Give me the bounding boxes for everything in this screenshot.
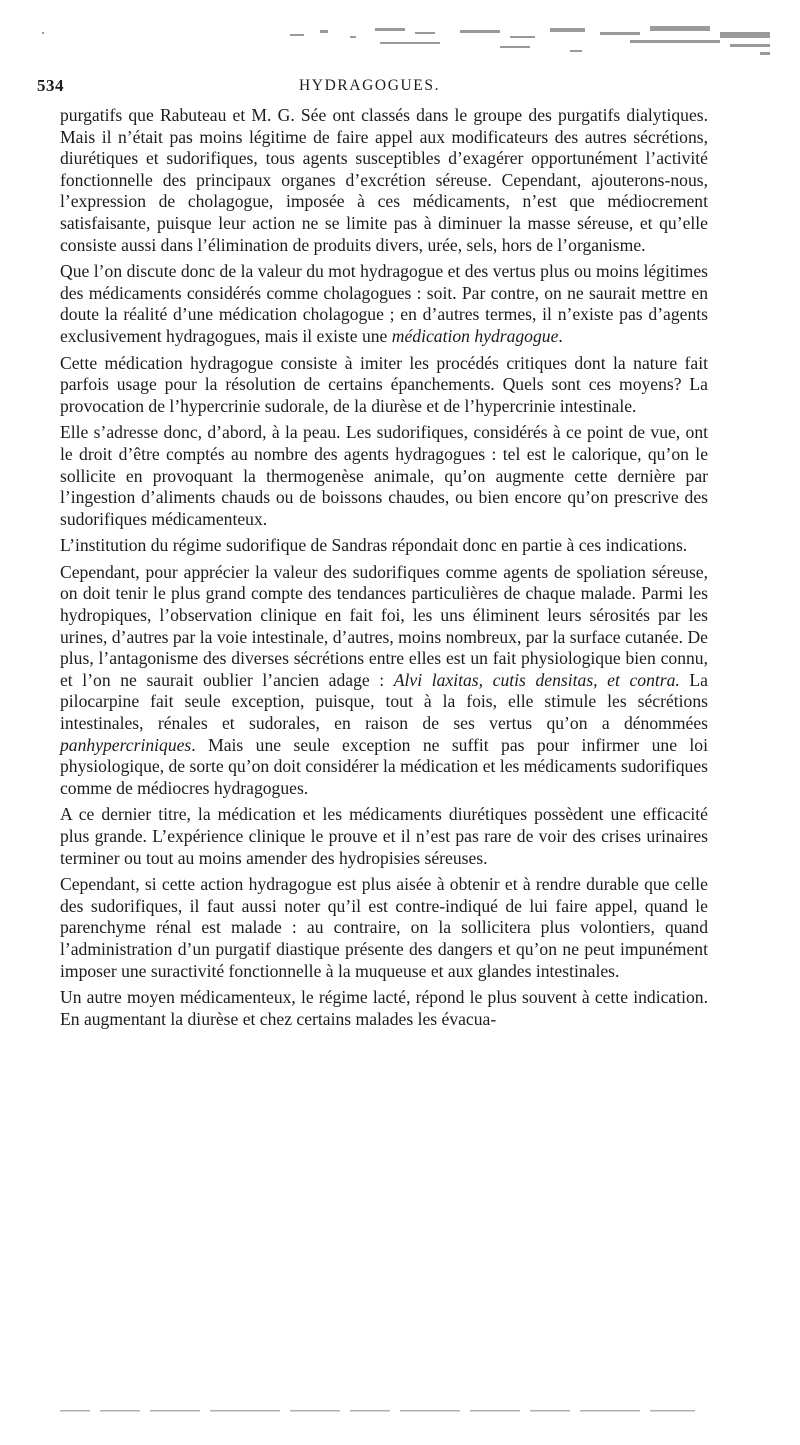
italic-phrase: médication hydragogue bbox=[391, 325, 559, 346]
text-run: A ce dernier titre, la médication et les médicaments diurétiques possèdent une efficacité plus grande. L’expérience clinique le prouve et il n’est pas rare de voir des crises urinaires terminer ou tout au moins amender des hydropisies séreuses. bbox=[60, 804, 708, 868]
text-run: Cependant, pour apprécier la valeur des sudorifiques comme agents de spoliation séreuse, on doit tenir le plus grand compte des tendances particulières de chaque malade. Parmi les hydropiques, l’observation clinique en fait foi, les uns éliminent leurs sérosités par les urines, d’autres par la voie intestinale, d’autres, moins nombreux, par la surface cutanée. De plus, l’antagonisme des diverses sécrétions entre elles est un fait physiologique bien connu, et l’on ne saurait oublier l’ancien adage : bbox=[60, 561, 708, 690]
italic-phrase: panhypercriniques bbox=[60, 734, 192, 755]
text-run: L’institution du régime sudorifique de Sandras répondait donc en partie à ces indications. bbox=[60, 535, 688, 556]
text-run: . bbox=[558, 325, 563, 346]
paragraph bbox=[60, 105, 708, 256]
running-header bbox=[37, 76, 717, 102]
text-run: Cette médication hydragogue consiste à imiter les procédés critiques dont la nature fait parfois usage pour la résolution de certains épanchements. Quels sont ces moyens? La provocation de l’hypercrinie sudorale, de la diurèse et de l’hypercrinie intestinale. bbox=[60, 352, 708, 416]
paragraph bbox=[60, 535, 708, 557]
italic-phrase: Alvi laxitas, cutis densitas, et contra. bbox=[393, 669, 680, 690]
text-run: Elle s’adresse donc, d’abord, à la peau. Les sudorifiques, considérés à ce point de vue, ont le droit d’être comptés au nombre des agents hydragogues : tel est le calorique, qu’on le sollicite en provoquant la thermogenèse animale, qu’on augmente cette dernière par l’ingestion d’aliments chauds ou de boissons chaudes, ou bien encore qu’on prescrive des sudorifiques médicamenteux. bbox=[60, 422, 708, 529]
paragraph bbox=[60, 874, 708, 982]
body-text bbox=[60, 105, 708, 1030]
text-run: . Mais une seule exception ne suffit pas pour infirmer une loi physiologique, de sorte qu’on doit considérer la médication et les médicaments sudorifiques comme de médiocres hydragogues. bbox=[60, 734, 708, 798]
paragraph bbox=[60, 353, 708, 418]
bleed-through-noise-top bbox=[30, 22, 775, 62]
text-run: La pilocarpine fait seule exception, puisque, tout à la fois, elle stimule les sécrétions intestinales, rénales et sudorales, en raison de ses vertus qu’on a dénommées bbox=[60, 669, 708, 734]
page-number: 534 bbox=[37, 76, 64, 95]
paragraph bbox=[60, 261, 708, 347]
paragraph bbox=[60, 987, 708, 1030]
text-run: Que l’on discute donc de la valeur du mot hydragogue et des vertus plus ou moins légitimes des médicaments considérés comme cholagogues : soit. Par contre, on ne saurait mettre en doute la réalité d’une médication cholagogue ; en d’autres termes, il n’existe pas d’agents exclusivement hydragogues, mais il existe une bbox=[60, 261, 708, 346]
paragraph bbox=[60, 804, 708, 869]
running-title: HYDRAGOGUES. bbox=[299, 77, 441, 94]
bleed-through-noise-bottom bbox=[60, 1408, 700, 1414]
paragraph bbox=[60, 562, 708, 800]
text-run: Un autre moyen médicamenteux, le régime lacté, répond le plus souvent à cette indication. En augmentant la diurèse et chez certains malades les évacua- bbox=[60, 987, 708, 1029]
paragraph bbox=[60, 422, 708, 530]
text-run: purgatifs que Rabuteau et M. G. Sée ont classés dans le groupe des purgatifs dialytiques. Mais il n’était pas moins légitime de faire appel aux modificateurs des autres sécrétions, diurétiques et sudorifiques, tous agents susceptibles d’exagérer opportunément l’activité fonctionnelle des principaux organes d’excrétion séreuse. Cependant, ajouterons-nous, l’expression de cholagogue, imposée à ces médicaments, n’est que médiocrement satisfaisante, puisque leur action ne se limite pas à diminuer la masse séreuse, et qu’elle consiste aussi dans l’élimination de produits divers, urée, sels, hors de l’organisme. bbox=[60, 105, 708, 255]
text-run: Cependant, si cette action hydragogue est plus aisée à obtenir et à rendre durable que celle des sudorifiques, il faut aussi noter qu’il est contre-indiqué de lui faire appel, quand le parenchyme rénal est malade : au contraire, on la sollicitera plus volontiers, quand l’administration d’un purgatif diastique présente des dangers et qu’on ne peut impunément imposer une suractivité fonctionnelle à la muqueuse et aux glandes intestinales. bbox=[60, 874, 708, 981]
